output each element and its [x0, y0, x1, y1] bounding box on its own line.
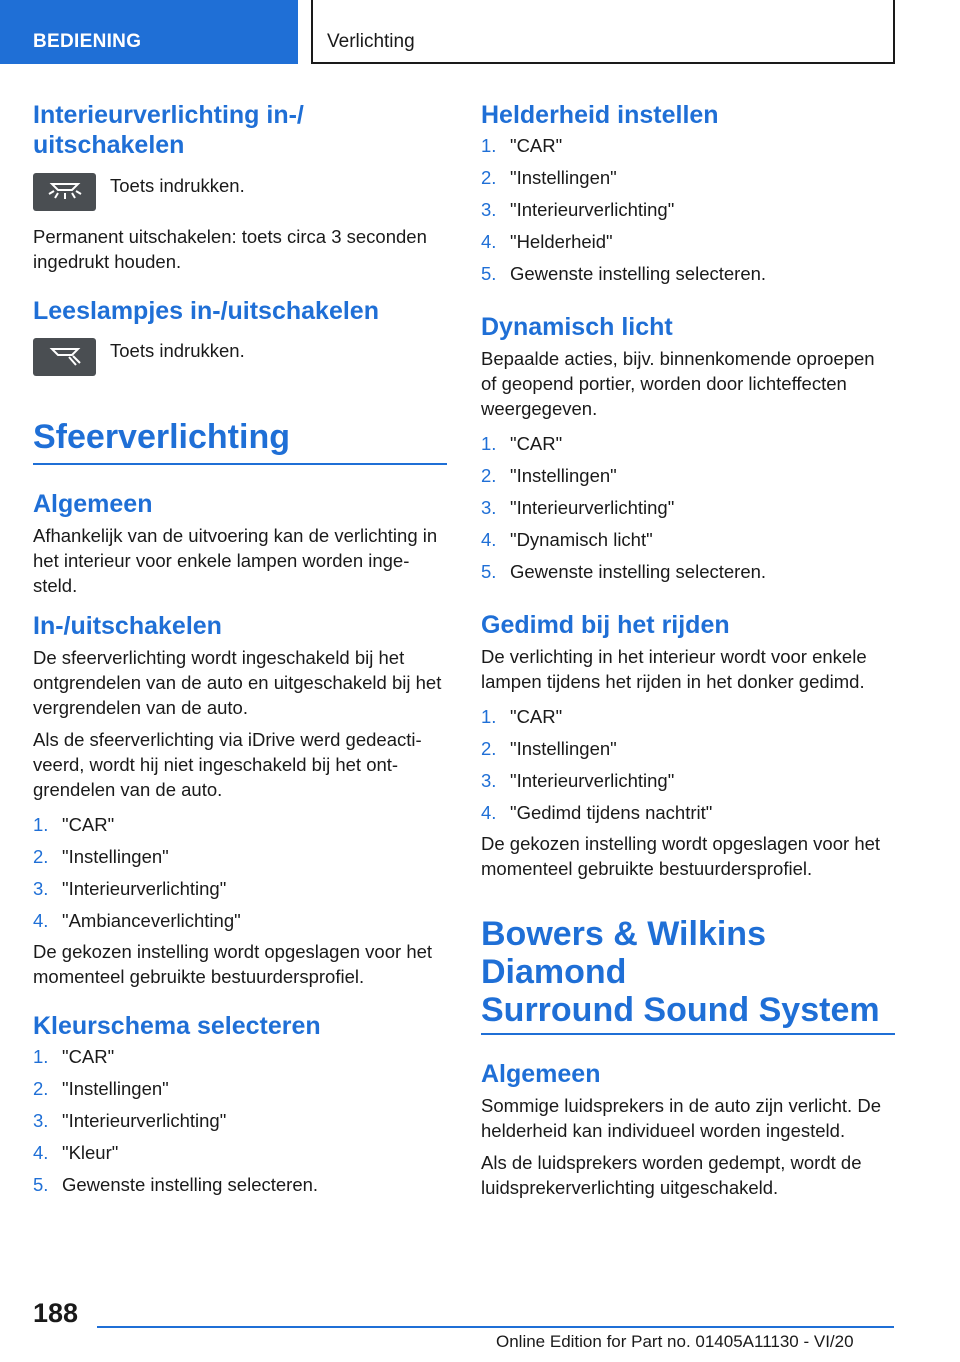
brightness-steps [481, 130, 895, 290]
list-item: 4. "Kleur" [33, 1142, 119, 1163]
heading-bowers-wilkins: Bowers & Wilkins Diamond Surround Sound System [481, 915, 880, 1029]
list-item: 3. "Interieurverlichting" [481, 770, 675, 791]
heading-brightness: Helderheid instellen [481, 101, 719, 129]
chapter-title: Verlichting [327, 31, 415, 52]
dynamic-light-text: Bepaalde acties, bijv. binnenkomende oproepen of geopend portier, worden door lichteffecten weergegeven. [481, 348, 875, 419]
heading-dimmed-driving: Gedimd bij het rijden [481, 611, 730, 639]
heading-on-off: In-/uitschakelen [33, 612, 222, 640]
list-item: 1. "CAR" [481, 135, 563, 156]
on-off-steps [33, 809, 447, 937]
list-item: 1. "CAR" [33, 814, 115, 835]
dimmed-driving-after-text: De gekozen instelling wordt opgeslagen voor het momenteel gebruikte bestuurdersprofiel. [481, 833, 881, 879]
dimmed-driving-steps [481, 701, 895, 829]
list-item: 3. "Interieurverlichting" [481, 497, 675, 518]
section-tab [0, 0, 298, 64]
page-number: 188 [33, 1298, 79, 1328]
dimmed-driving-text: De verlichting in het interieur wordt voor enkele lampen tijdens het rijden in het donker gedimd. [481, 646, 867, 692]
on-off-after-text: De gekozen instelling wordt opgeslagen voor het momenteel gebruikte bestuurdersprofiel. [33, 941, 433, 987]
list-item: 4. "Dynamisch licht" [481, 529, 653, 550]
dynamic-light-steps [481, 428, 895, 588]
interior-light-icon [33, 173, 96, 211]
title-rule [33, 463, 447, 465]
press-button-text: Toets indrukken. [110, 175, 245, 196]
heading-dynamic-light: Dynamisch licht [481, 313, 673, 341]
left-column [33, 100, 447, 1201]
list-item: 4. "Gedimd tijdens nachtrit" [481, 802, 713, 823]
speaker-text-2: Als de luidsprekers worden gedempt, wordt de luidsprekerverlichting uitgeschakeld. [481, 1152, 862, 1198]
section-title: BEDIENING [33, 31, 142, 52]
list-item: 5. Gewenste instelling selecteren. [481, 263, 767, 284]
color-scheme-steps [33, 1041, 447, 1201]
heading-ambient-lighting: Sfeerverlichting [33, 418, 290, 456]
on-off-text-1: De sfeerverlichting wordt ingeschakeld bij het ontgrendelen van de auto en uitgeschakeld bij het vergrendelen van de auto. [33, 647, 442, 718]
list-item: 1. "CAR" [481, 433, 563, 454]
list-item: 2. "Instellingen" [481, 167, 617, 188]
list-item: 5. Gewenste instelling selecteren. [33, 1174, 319, 1195]
reading-light-button-row [33, 338, 447, 376]
footer-rule [97, 1326, 894, 1328]
heading-interior-light: Interieurverlichting in-/ uitschakelen [33, 101, 304, 159]
speaker-text-1: Sommige luidsprekers in de auto zijn verlicht. De helderheid kan individueel worden ingesteld. [481, 1095, 881, 1141]
list-item: 2. "Instellingen" [481, 738, 617, 759]
list-item: 3. "Interieurverlichting" [33, 1110, 227, 1131]
general-text: Afhankelijk van de uitvoering kan de verlichting in het interieur voor enkele lampen worden ingesteld. [33, 525, 438, 596]
list-item: 1. "CAR" [33, 1046, 115, 1067]
list-item: 5. Gewenste instelling selecteren. [481, 561, 767, 582]
list-item: 1. "CAR" [481, 706, 563, 727]
list-item: 4. "Ambianceverlichting" [33, 910, 241, 931]
edition-text: Online Edition for Part no. 01405A11130 - VI/20 [496, 1332, 854, 1351]
heading-reading-lights: Leeslampjes in-/uitschakelen [33, 297, 379, 325]
heading-general: Algemeen [481, 1060, 601, 1088]
list-item: 3. "Interieurverlichting" [481, 199, 675, 220]
list-item: 2. "Instellingen" [33, 1078, 169, 1099]
heading-general: Algemeen [33, 490, 153, 518]
list-item: 3. "Interieurverlichting" [33, 878, 227, 899]
reading-light-icon [33, 338, 96, 376]
chapter-tab [311, 0, 895, 64]
permanent-off-text: Permanent uitschakelen: toets circa 3 seconden ingedrukt houden. [33, 226, 427, 272]
press-button-text: Toets indrukken. [110, 340, 245, 361]
on-off-text-2: Als de sfeerverlichting via iDrive werd gedeactiveerd, wordt hij niet ingeschakeld bij het ontgrendelen van de auto. [33, 729, 422, 800]
heading-color-scheme: Kleurschema selecteren [33, 1012, 321, 1040]
list-item: 2. "Instellingen" [481, 465, 617, 486]
list-item: 2. "Instellingen" [33, 846, 169, 867]
right-column [481, 100, 895, 1200]
title-rule [481, 1033, 895, 1035]
interior-light-button-row [33, 173, 447, 211]
list-item: 4. "Helderheid" [481, 231, 613, 252]
